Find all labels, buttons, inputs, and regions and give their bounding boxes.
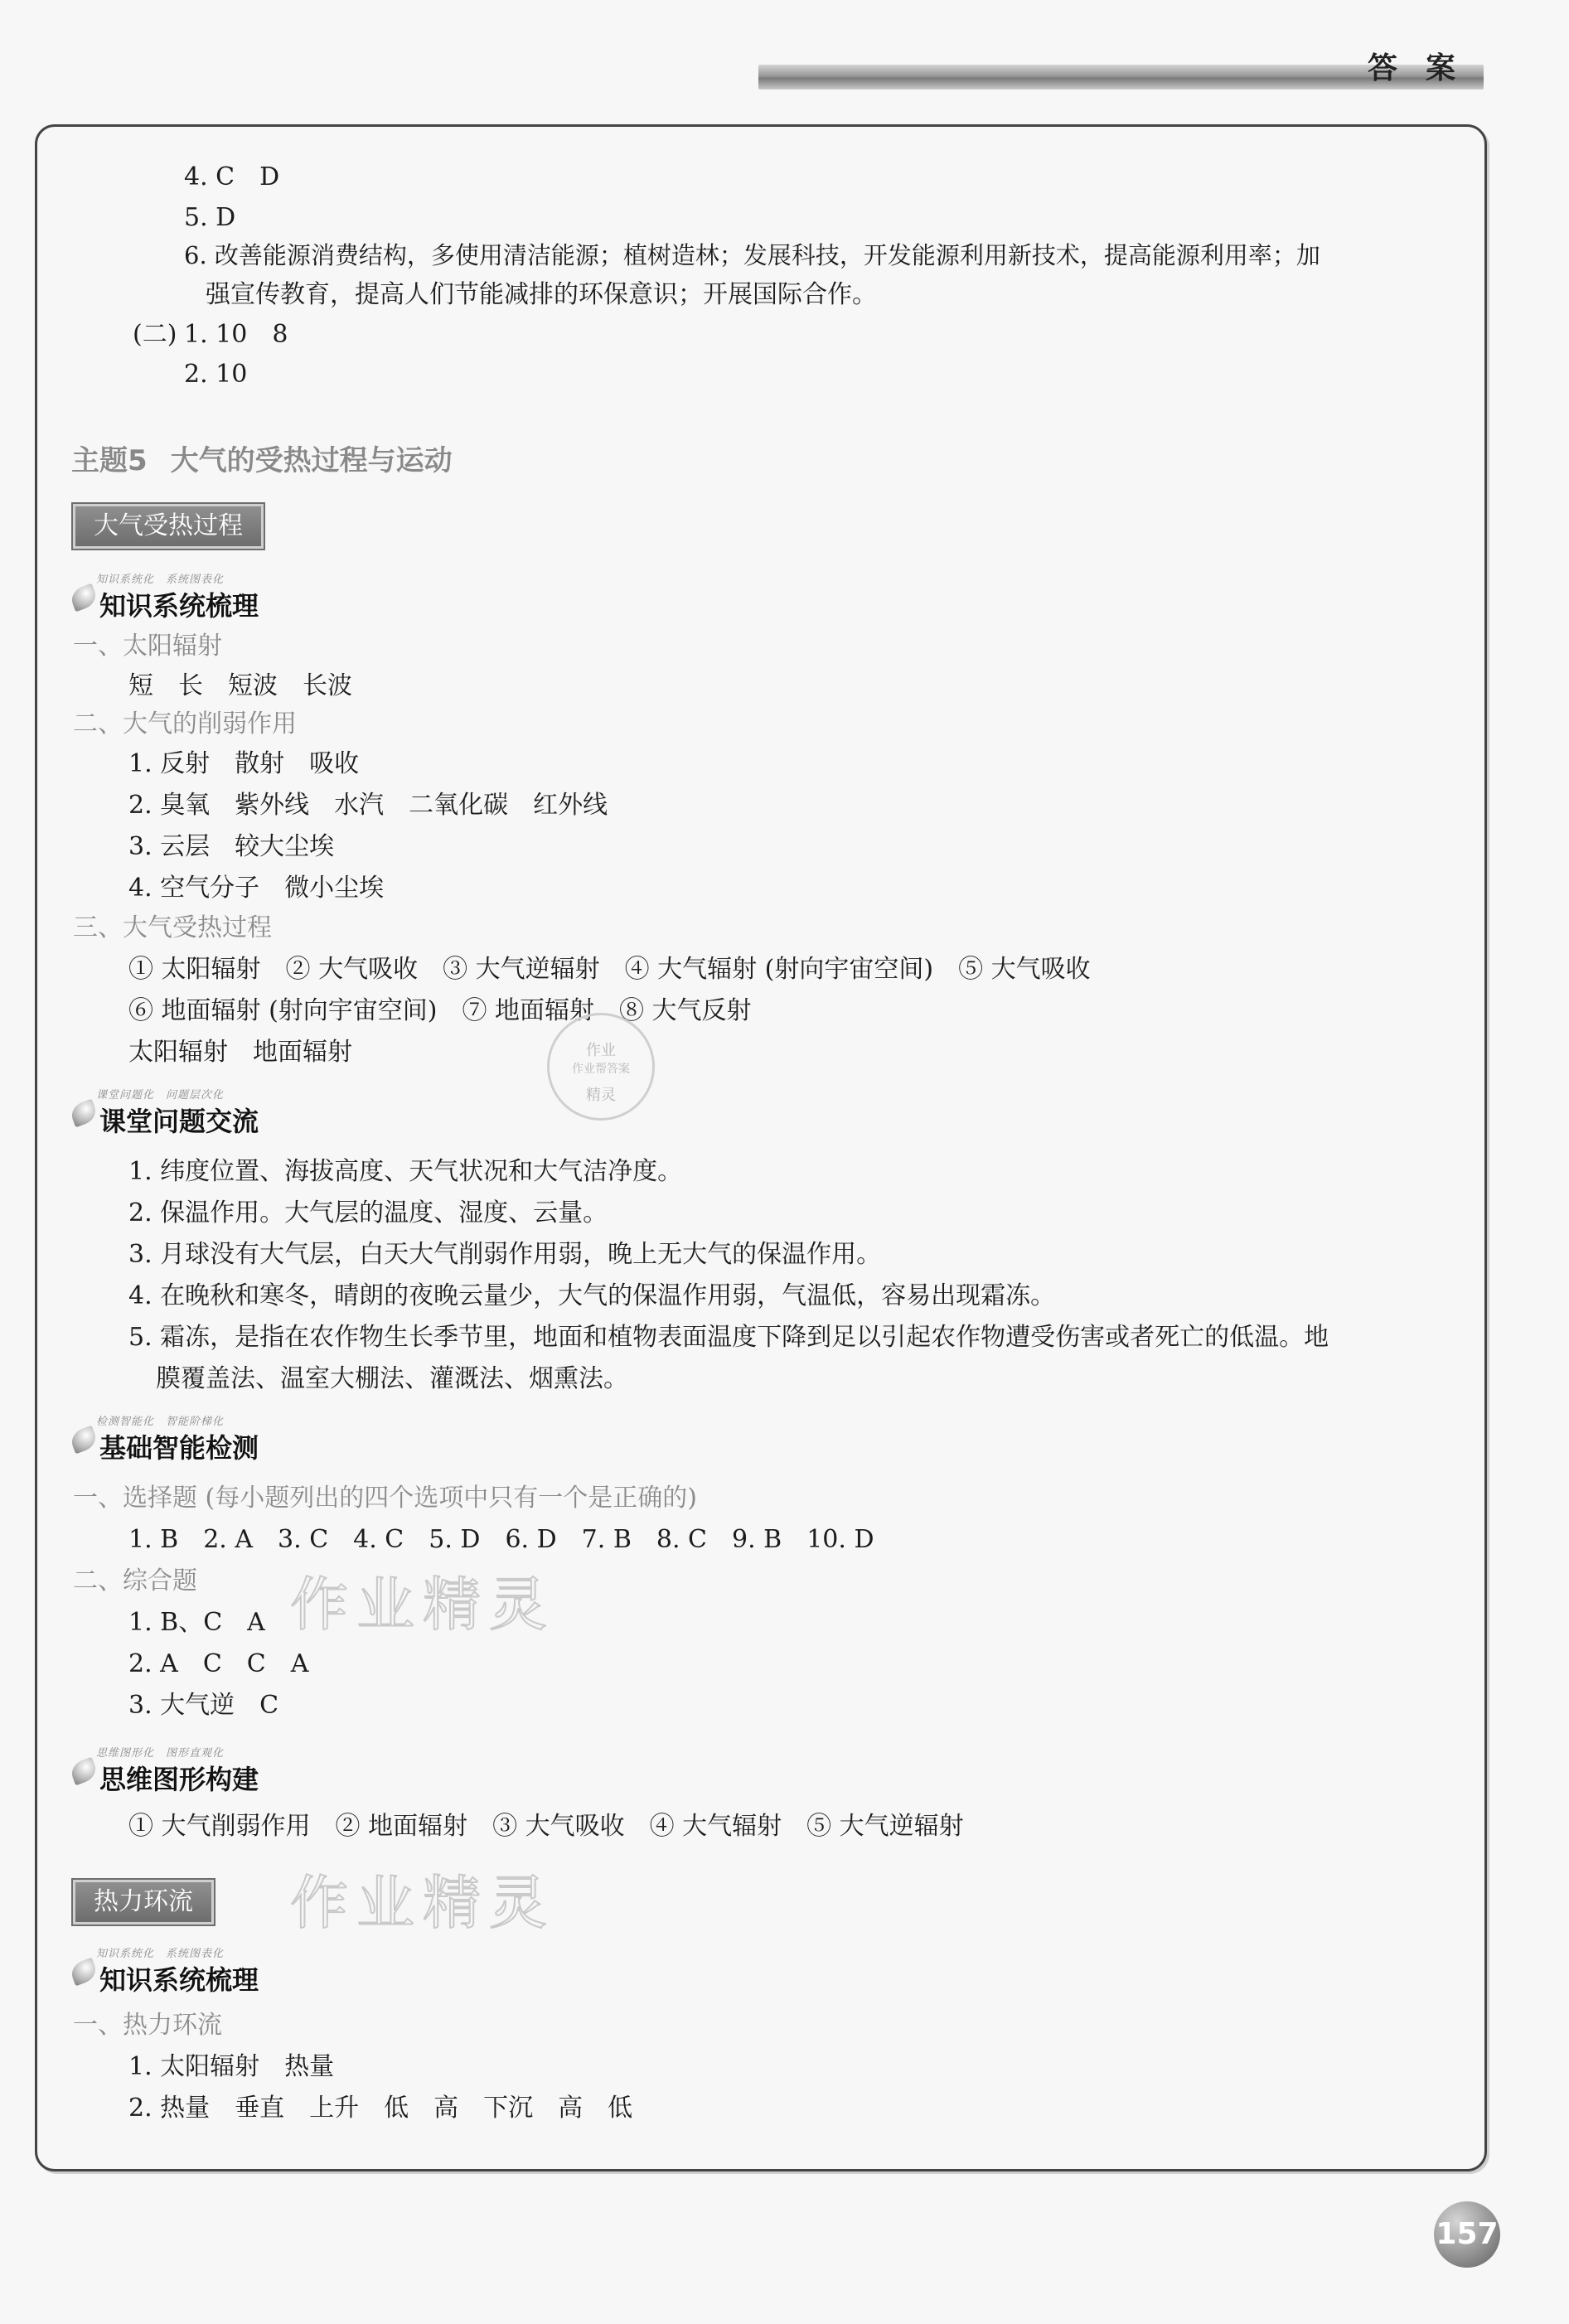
answer-line: 3. 云层 较大尘埃 <box>128 832 335 861</box>
answer-item-6-line1: 6. 改善能源消费结构，多使用清洁能源；植树造林；发展科技，开发能源利用新技术，提高能源利用率；加 <box>184 241 1320 269</box>
leaf-icon <box>68 1099 99 1128</box>
heading-choice: 一、选择题 (每小题列出的四个选项中只有一个是正确的) <box>73 1484 697 1513</box>
header-title: 答案 <box>1367 51 1484 85</box>
answer-line: 膜覆盖法、温室大棚法、灌溉法、烟熏法。 <box>156 1364 628 1393</box>
answer-line: ⑥ 地面辐射 (射向宇宙空间) ⑦ 地面辐射 ⑧ 大气反射 <box>128 996 752 1025</box>
answer-line: 1. B、C A <box>128 1608 265 1637</box>
section-label: 课堂问题交流 <box>99 1106 259 1137</box>
section-tag-circulation: 热力环流 <box>73 1880 214 1925</box>
section-subtitle: 检测智能化 智能阶梯化 <box>96 1416 225 1428</box>
section-header-basic <box>71 1412 403 1462</box>
section-header-knowledge <box>71 570 403 620</box>
section-header-classroom <box>71 1086 403 1135</box>
answer-line: 2. 臭氧 紫外线 水汽 二氧化碳 红外线 <box>128 791 608 820</box>
leaf-icon <box>68 583 99 612</box>
leaf-icon <box>68 1757 99 1786</box>
section-subtitle: 知识系统化 系统图表化 <box>96 1948 225 1960</box>
section-subtitle: 知识系统化 系统图表化 <box>96 574 225 586</box>
answer-item-5: 5. D <box>184 203 236 232</box>
topic-number: 主题5 <box>71 444 148 477</box>
section-header-mindmap <box>71 1744 403 1794</box>
topic-title <box>71 438 476 478</box>
answer-line: 短 长 短波 长波 <box>128 671 352 700</box>
answer-line: 3. 月球没有大气层，白天大气削弱作用弱，晚上无大气的保温作用。 <box>128 1240 882 1269</box>
heading-solar-radiation: 一、太阳辐射 <box>73 632 222 661</box>
section-header-knowledge-2 <box>71 1944 403 1994</box>
leaf-icon <box>68 1958 99 1987</box>
section-subtitle: 课堂问题化 问题层次化 <box>96 1089 225 1101</box>
answer-line: 1. 太阳辐射 热量 <box>128 2052 335 2081</box>
answer-line: ① 太阳辐射 ② 大气吸收 ③ 大气逆辐射 ④ 大气辐射 (射向宇宙空间) ⑤ 大气吸收 <box>128 955 1091 984</box>
heading-weakening: 二、大气的削弱作用 <box>73 709 297 738</box>
answer-frame <box>35 124 1487 2171</box>
answer-line: 5. 霜冻，是指在农作物生长季节里，地面和植物表面温度下降到足以引起农作物遭受伤害或者死亡的低温。地 <box>128 1323 1329 1352</box>
answer-line: 2. A C C A <box>128 1649 309 1678</box>
topic-name: 大气的受热过程与运动 <box>170 444 453 477</box>
answer-line: 2. 保温作用。大气层的温度、湿度、云量。 <box>128 1198 608 1227</box>
section-label: 知识系统梳理 <box>99 590 259 622</box>
answer-item-6-line2: 强宣传教育，提高人们节能减排的环保意识；开展国际合作。 <box>206 280 877 309</box>
heading-thermal-circulation: 一、热力环流 <box>73 2011 222 2040</box>
heading-heating-process: 三、大气受热过程 <box>73 913 272 942</box>
answer-line: 1. 反射 散射 吸收 <box>128 749 360 778</box>
answer-line: 4. 空气分子 微小尘埃 <box>128 874 385 903</box>
part2-label: (二) <box>133 320 177 349</box>
section-subtitle: 思维图形化 图形直观化 <box>96 1747 225 1760</box>
answer-item-4: 4. C D <box>184 162 280 191</box>
watermark-text: 作业精灵 <box>290 1571 555 1639</box>
part2-item-2: 2. 10 <box>184 360 248 389</box>
watermark-stamp: 作业 作业帮答案 精灵 <box>547 1013 655 1121</box>
section-label: 知识系统梳理 <box>99 1964 259 1996</box>
part2-item-1: 1. 10 8 <box>184 320 288 349</box>
answer-line: 2. 热量 垂直 上升 低 高 下沉 高 低 <box>128 2094 633 2123</box>
heading-comprehensive: 二、综合题 <box>73 1566 197 1595</box>
section-tag-heating: 大气受热过程 <box>73 504 264 549</box>
answer-line: 4. 在晚秋和寒冬，晴朗的夜晚云量少，大气的保温作用弱，气温低，容易出现霜冻。 <box>128 1281 1056 1310</box>
answer-line: ① 大气削弱作用 ② 地面辐射 ③ 大气吸收 ④ 大气辐射 ⑤ 大气逆辐射 <box>128 1812 964 1841</box>
answer-line: 3. 大气逆 C <box>128 1691 279 1720</box>
answer-line: 1. 纬度位置、海拔高度、天气状况和大气洁净度。 <box>128 1157 683 1186</box>
section-label: 思维图形构建 <box>99 1764 259 1795</box>
answer-line: 太阳辐射 地面辐射 <box>128 1038 352 1067</box>
watermark-text: 作业精灵 <box>290 1869 555 1937</box>
answer-line: 1. B 2. A 3. C 4. C 5. D 6. D 7. B 8. C 9. B 10. D <box>128 1525 874 1554</box>
page-number: 157 <box>1434 2201 1500 2268</box>
leaf-icon <box>68 1426 99 1455</box>
section-label: 基础智能检测 <box>99 1432 259 1464</box>
